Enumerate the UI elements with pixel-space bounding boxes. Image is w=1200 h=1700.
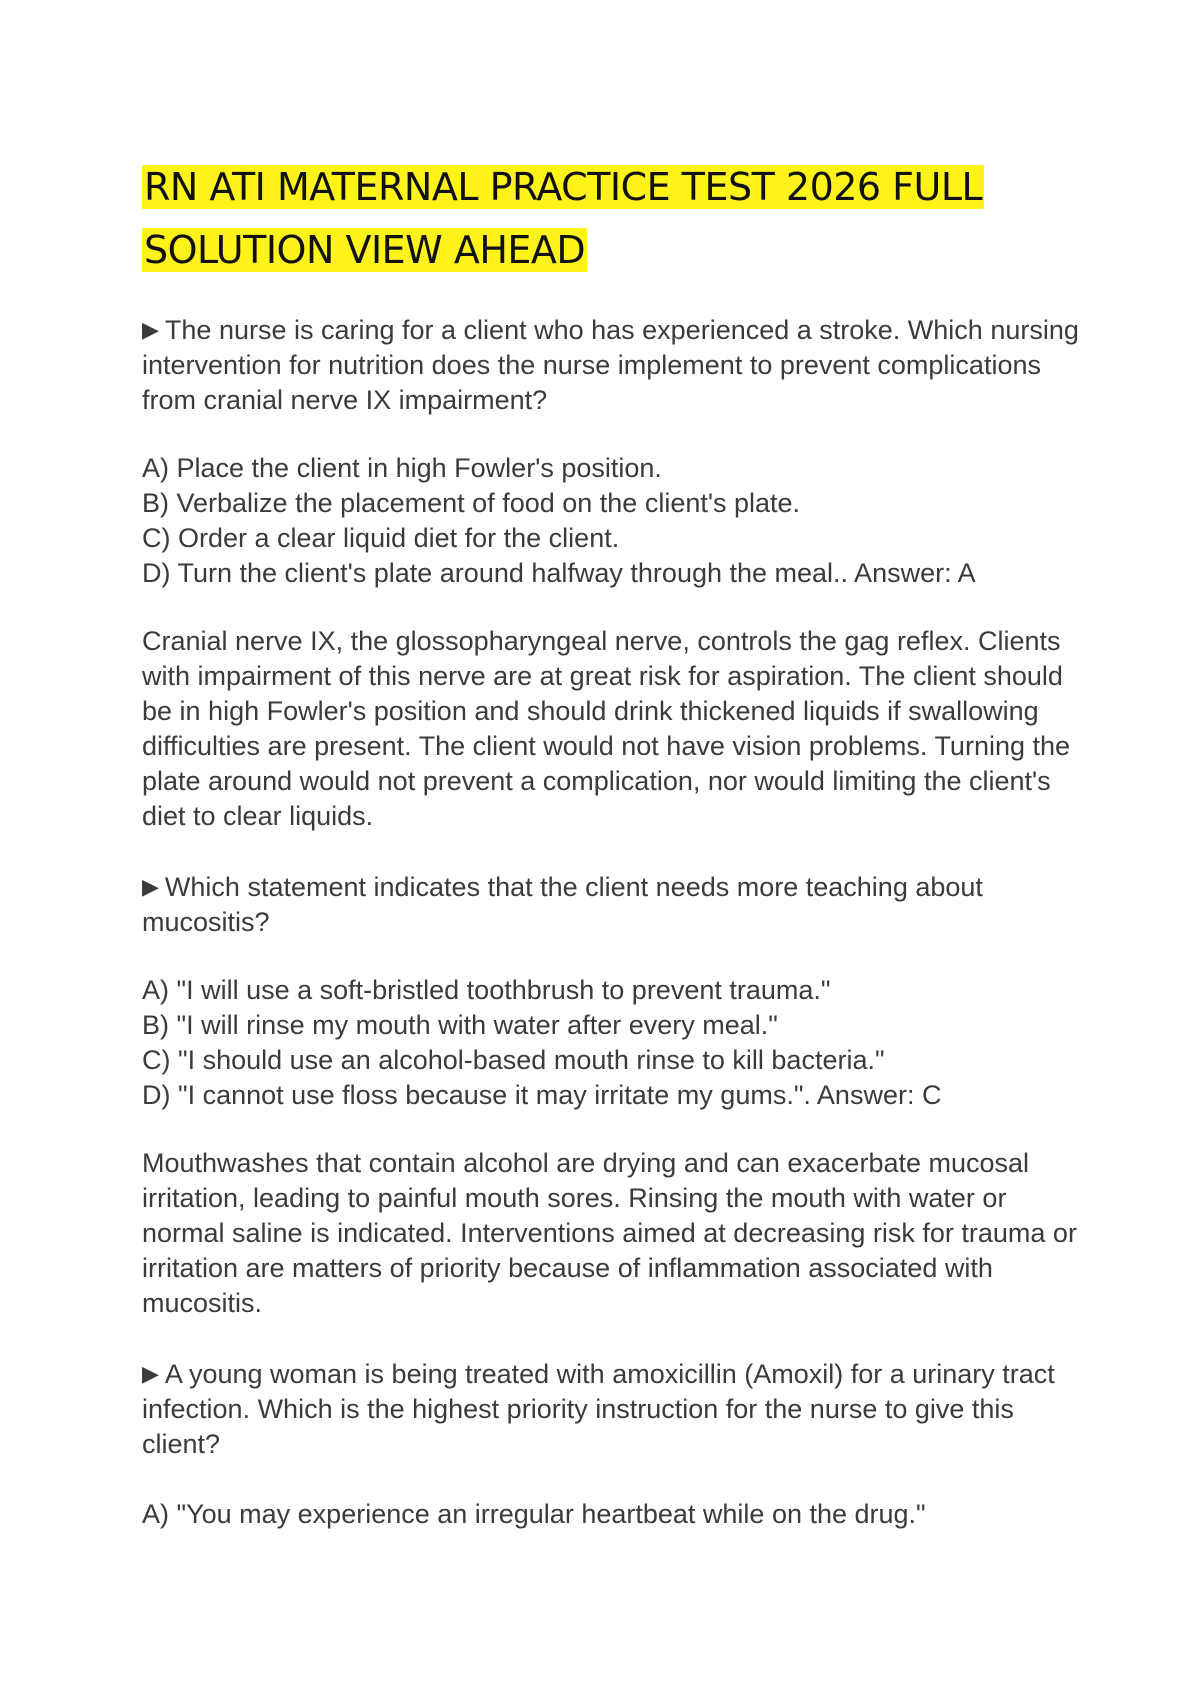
option-a: A) Place the client in high Fowler's position. [142,453,662,483]
option-a: A) "You may experience an irregular heartbeat while on the drug." [142,1499,926,1529]
arrow-icon: ▶ [142,1361,159,1386]
option-a: A) "I will use a soft-bristled toothbrush to prevent trauma." [142,975,831,1005]
question-1-options [142,451,1082,591]
question-1 [142,312,1082,418]
question-3-options [142,1497,1082,1532]
option-d-answer: D) Turn the client's plate around halfway through the meal.. Answer: A [142,558,976,588]
question-2-options [142,973,1082,1113]
title-highlight: RN ATI MATERNAL PRACTICE TEST 2026 FULL SOLUTION VIEW AHEAD [144,165,983,272]
question-3-stem: A young woman is being treated with amoxicillin (Amoxil) for a urinary tract infection. Which is the highest priority instruction for the nurse to give this client? [142,1359,1055,1459]
question-2 [142,869,1082,940]
option-c: C) Order a clear liquid diet for the client. [142,523,620,553]
arrow-icon: ▶ [142,317,159,342]
question-1-stem: The nurse is caring for a client who has experienced a stroke. Which nursing intervention for nutrition does the nurse implement to prevent complications from cranial nerve IX impairment? [142,315,1079,415]
question-1-explanation: Cranial nerve IX, the glossopharyngeal nerve, controls the gag reflex. Clients with impairment of this nerve are at great risk for aspiration. The client should be in high Fowler's position and should drink thickened liquids if swallowing difficulties are present. The client would not have vision problems. Turning the plate around would not prevent a complication, nor would limiting the client's diet to clear liquids. [142,626,1071,831]
arrow-icon: ▶ [142,874,159,899]
document-title [142,156,1082,282]
document-page [142,156,1082,1532]
option-d-answer: D) "I cannot use floss because it may irritate my gums.". Answer: C [142,1080,942,1110]
option-b: B) Verbalize the placement of food on the client's plate. [142,488,801,518]
question-2-stem: Which statement indicates that the client needs more teaching about mucositis? [142,872,983,937]
question-2-explanation: Mouthwashes that contain alcohol are drying and can exacerbate mucosal irritation, leading to painful mouth sores. Rinsing the mouth with water or normal saline is indicated. Interventions aimed at decreasing risk for trauma or irritation are matters of priority because of inflammation associated with mucositis. [142,1148,1077,1318]
option-c: C) "I should use an alcohol-based mouth rinse to kill bacteria." [142,1045,885,1075]
option-b: B) "I will rinse my mouth with water after every meal." [142,1010,778,1040]
question-3 [142,1356,1082,1462]
